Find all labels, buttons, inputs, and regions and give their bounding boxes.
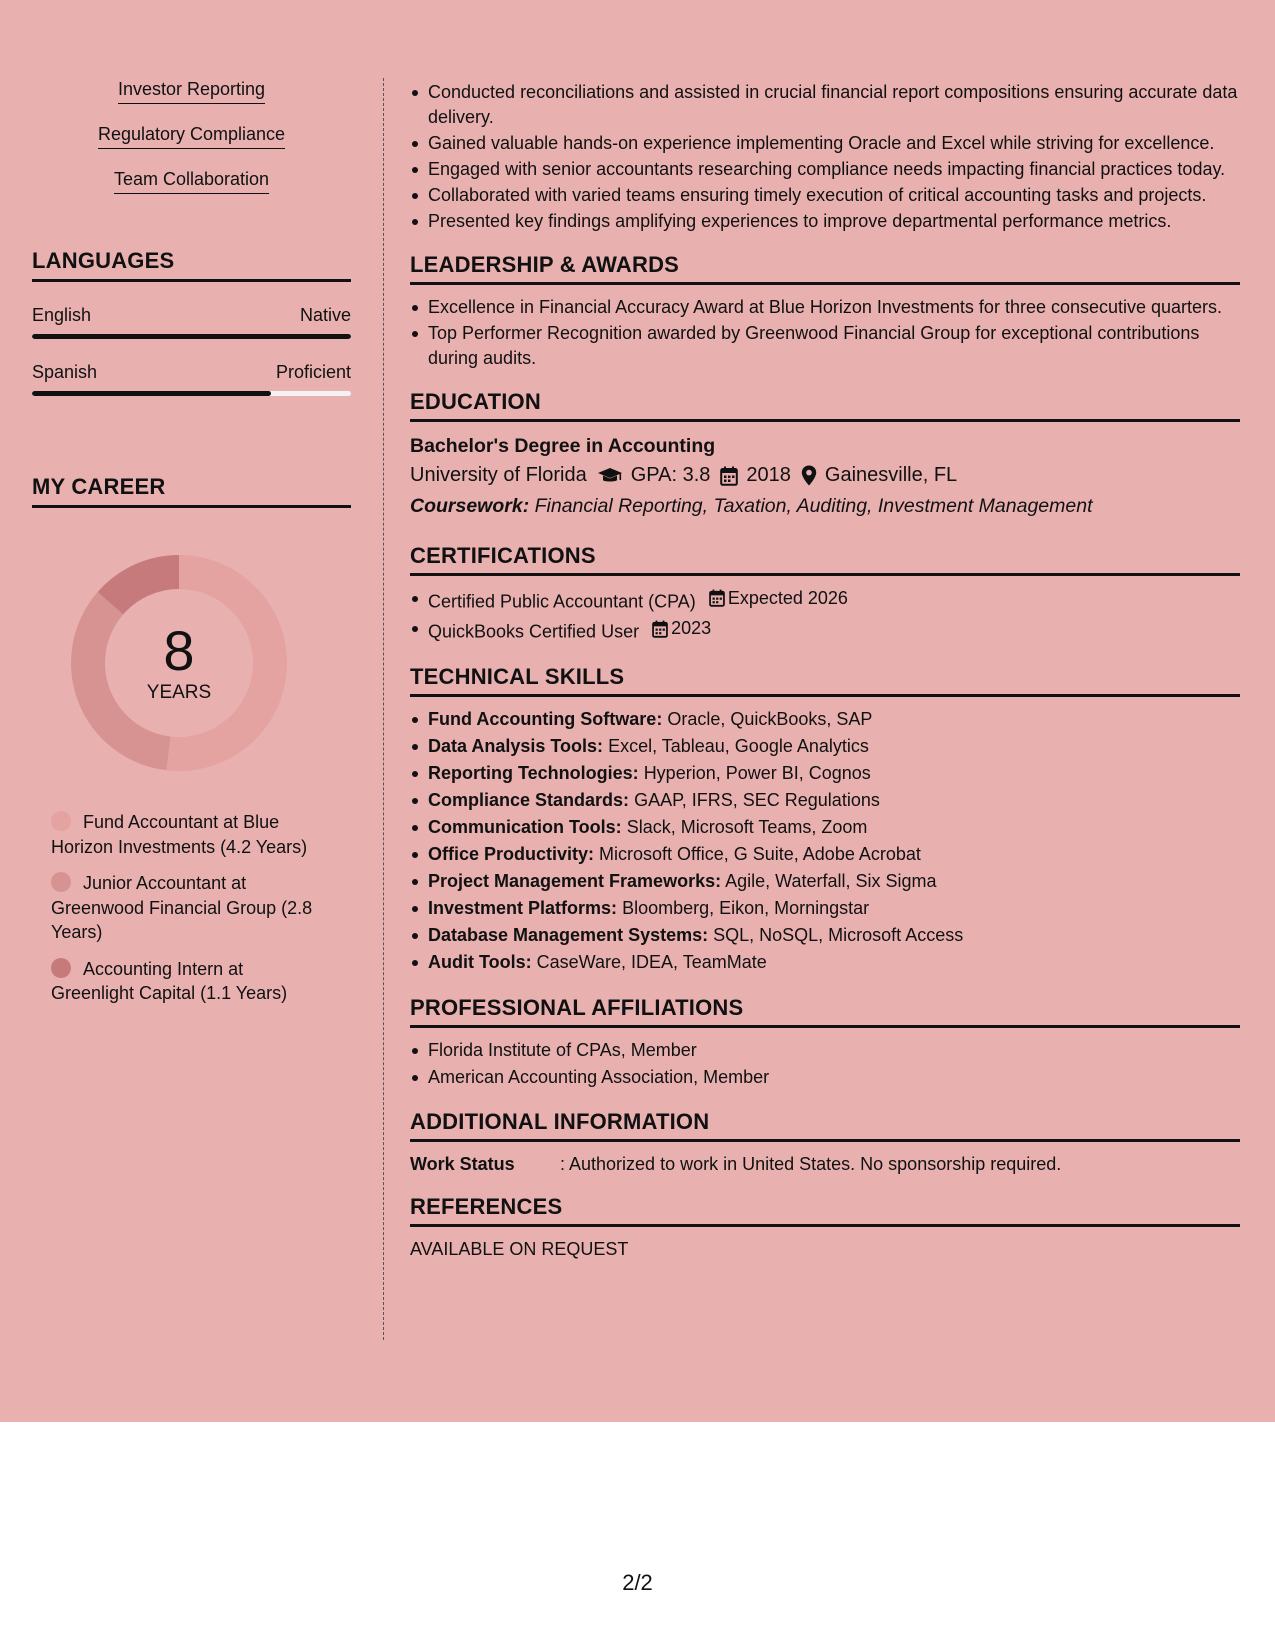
skill-value: Slack, Microsoft Teams, Zoom <box>626 817 868 837</box>
skill-label: Fund Accounting Software: <box>428 709 663 729</box>
skill-label: Data Analysis Tools: <box>428 736 604 756</box>
language-bar-fill <box>32 334 351 339</box>
language-level: Native <box>299 305 351 325</box>
technical-skill-item <box>410 842 1240 867</box>
language-bar-fill <box>32 391 271 396</box>
technical-skill-item <box>410 734 1240 759</box>
skill-value: CaseWare, IDEA, TeamMate <box>536 952 767 972</box>
skill-value: Hyperion, Power BI, Cognos <box>643 763 871 783</box>
languages-section <box>32 248 351 396</box>
leadership-heading: LEADERSHIP & AWARDS <box>410 252 1240 285</box>
education-year: 2018 <box>746 464 791 486</box>
affiliation-item: American Accounting Association, Member <box>410 1065 1240 1090</box>
legend-dot-icon <box>51 872 71 892</box>
education-gpa: GPA: 3.8 <box>630 464 711 486</box>
leadership-list <box>410 295 1240 370</box>
additional-info-heading: ADDITIONAL INFORMATION <box>410 1109 1240 1142</box>
work-status-label: Work Status <box>410 1154 515 1174</box>
skill-value: GAAP, IFRS, SEC Regulations <box>634 790 880 810</box>
skill-label: Reporting Technologies: <box>428 763 639 783</box>
career-donut-chart <box>64 548 294 778</box>
references-heading: REFERENCES <box>410 1194 1240 1227</box>
location-pin-icon <box>801 465 817 486</box>
certification-name: QuickBooks Certified User <box>428 621 640 642</box>
references-text: AVAILABLE ON REQUEST <box>410 1239 629 1259</box>
experience-bullets <box>410 80 1240 233</box>
certification-date: 2023 <box>671 618 712 639</box>
technical-skill-item <box>410 869 1240 894</box>
skill-value: Agile, Waterfall, Six Sigma <box>725 871 937 891</box>
skill-tag: Regulatory Compliance <box>98 123 285 149</box>
language-name: English <box>32 305 92 325</box>
technical-skill-item <box>410 815 1240 840</box>
skill-value: SQL, NoSQL, Microsoft Access <box>713 925 964 945</box>
technical-skill-item <box>410 896 1240 921</box>
career-legend-item <box>51 810 331 859</box>
career-legend-item <box>51 957 331 1006</box>
education-school: University of Florida <box>410 464 587 486</box>
career-legend-label: Accounting Intern at Greenlight Capital (1.1 Years) <box>51 958 288 1003</box>
skill-label: Compliance Standards: <box>428 790 630 810</box>
career-legend-label: Fund Accountant at Blue Horizon Investments (4.2 Years) <box>51 812 308 857</box>
skill-label: Database Management Systems: <box>428 925 709 945</box>
skill-label: Audit Tools: <box>428 952 532 972</box>
education-degree: Bachelor's Degree in Accounting <box>410 435 716 457</box>
coursework-label: Coursework: <box>410 495 530 517</box>
legend-dot-icon <box>51 811 71 831</box>
career-total-unit: YEARS <box>146 682 212 703</box>
experience-bullet: Conducted reconciliations and assisted in crucial financial report compositions ensuring accurate data delivery. <box>410 80 1240 129</box>
experience-bullet: Collaborated with varied teams ensuring timely execution of critical accounting tasks and projects. <box>410 183 1240 208</box>
technical-skill-item <box>410 707 1240 732</box>
language-name: Spanish <box>32 362 98 382</box>
career-legend-label: Junior Accountant at Greenwood Financial Group (2.8 Years) <box>51 873 313 942</box>
career-total-years: 8 <box>163 619 195 682</box>
certification-item <box>410 616 1240 644</box>
skill-tag: Investor Reporting <box>118 78 265 104</box>
technical-skills-heading: TECHNICAL SKILLS <box>410 664 1240 697</box>
certification-item <box>410 586 1240 614</box>
skill-value: Bloomberg, Eikon, Morningstar <box>622 898 870 918</box>
affiliations-list <box>410 1038 1240 1090</box>
calendar-icon <box>652 620 671 638</box>
language-level: Proficient <box>275 362 351 382</box>
skill-value: Excel, Tableau, Google Analytics <box>608 736 869 756</box>
skill-value: Oracle, QuickBooks, SAP <box>667 709 873 729</box>
technical-skill-item <box>410 788 1240 813</box>
affiliations-heading: PROFESSIONAL AFFILIATIONS <box>410 995 1240 1028</box>
work-status-row <box>410 1152 1240 1176</box>
skill-value: Microsoft Office, G Suite, Adobe Acrobat <box>599 844 921 864</box>
column-divider <box>383 78 384 1340</box>
skill-label: Office Productivity: <box>428 844 595 864</box>
languages-heading: LANGUAGES <box>32 248 351 282</box>
technical-skill-item <box>410 950 1240 975</box>
skill-tag: Team Collaboration <box>114 168 269 194</box>
language-bar <box>32 334 351 339</box>
legend-dot-icon <box>51 958 71 978</box>
certification-name: Certified Public Accountant (CPA) <box>428 591 696 612</box>
language-item <box>32 361 351 396</box>
certifications-heading: CERTIFICATIONS <box>410 543 1240 576</box>
technical-skill-item <box>410 923 1240 948</box>
leadership-item: Top Performer Recognition awarded by Greenwood Financial Group for exceptional contributions during audits. <box>410 321 1240 370</box>
skill-label: Communication Tools: <box>428 817 622 837</box>
graduation-cap-icon <box>597 467 623 485</box>
skill-label: Investment Platforms: <box>428 898 618 918</box>
career-legend-item <box>51 871 331 945</box>
education-coursework <box>410 491 1240 521</box>
certification-date: Expected 2026 <box>727 588 848 608</box>
experience-bullet: Presented key findings amplifying experiences to improve departmental performance metrics. <box>410 209 1240 234</box>
career-legend <box>32 810 351 1006</box>
education-location: Gainesville, FL <box>824 464 958 486</box>
left-column <box>32 78 351 1018</box>
work-status-value: : Authorized to work in United States. No sponsorship required. <box>560 1154 1062 1174</box>
coursework-text: Financial Reporting, Taxation, Auditing, Investment Management <box>534 495 1093 517</box>
right-column <box>410 80 1240 1261</box>
calendar-icon <box>709 589 728 607</box>
certifications-list <box>410 586 1240 644</box>
education-heading: EDUCATION <box>410 389 1240 422</box>
experience-bullet: Engaged with senior accountants researching compliance needs impacting financial practices today. <box>410 157 1240 182</box>
education-meta <box>410 460 1240 491</box>
skill-label: Project Management Frameworks: <box>428 871 722 891</box>
page-number: 2/2 <box>622 1570 653 1595</box>
affiliation-item: Florida Institute of CPAs, Member <box>410 1038 1240 1063</box>
technical-skill-item <box>410 761 1240 786</box>
leadership-item: Excellence in Financial Accuracy Award at Blue Horizon Investments for three consecutive quarters. <box>410 295 1240 320</box>
calendar-icon <box>720 466 738 486</box>
language-item <box>32 304 351 339</box>
experience-bullet: Gained valuable hands-on experience implementing Oracle and Excel while striving for excellence. <box>410 131 1240 156</box>
technical-skills-list <box>410 707 1240 975</box>
career-section <box>32 474 351 1006</box>
skill-tags <box>32 78 351 213</box>
language-bar <box>32 391 351 396</box>
career-heading: MY CAREER <box>32 474 351 508</box>
